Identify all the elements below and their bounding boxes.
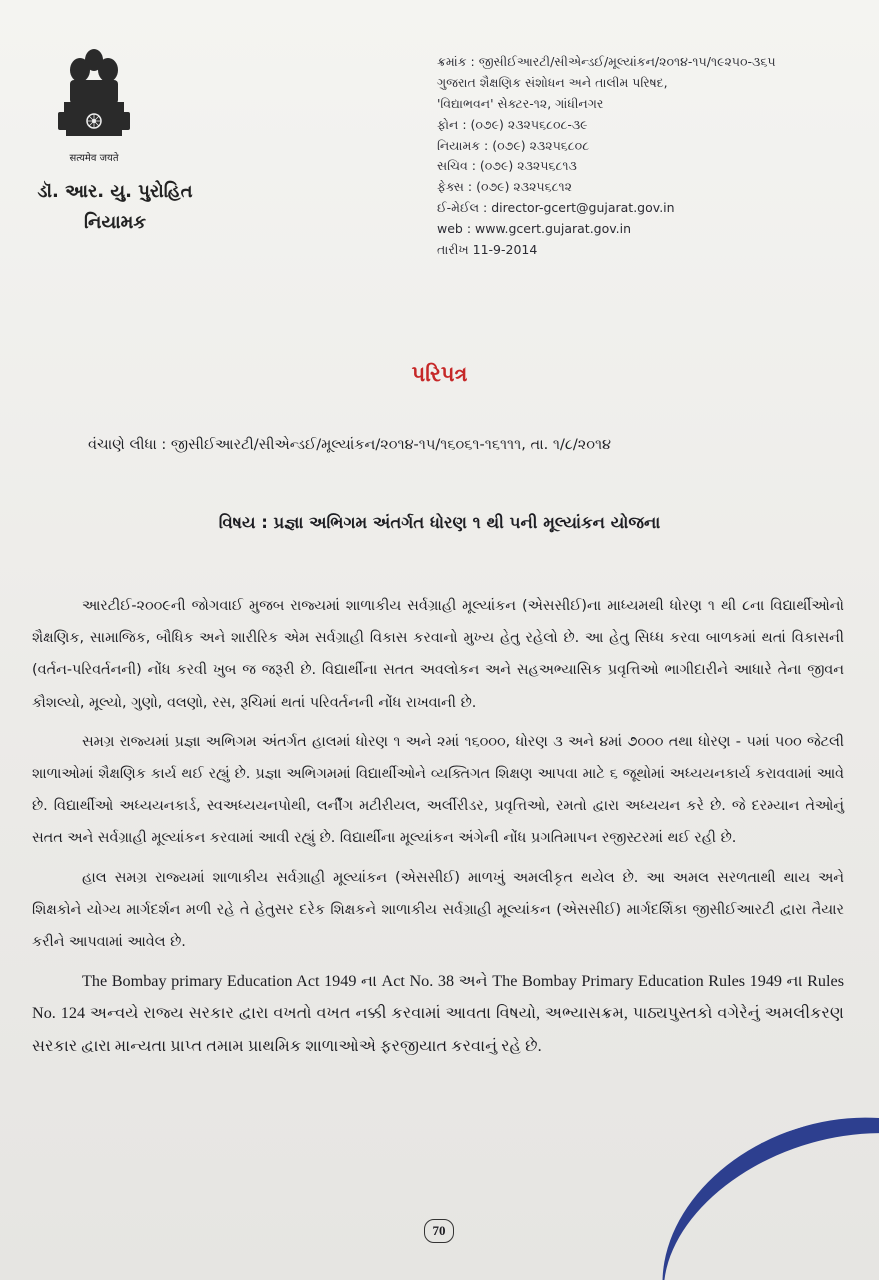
website-address: web : www.gcert.gujarat.gov.in xyxy=(437,221,632,237)
paragraph: આરટીઈ-૨૦૦૯ની જોગવાઈ મુજબ રાજ્યમાં શાળાકીય સર્વગ્રાહી મૂલ્યાંકન (એસસીઈ)ના માધ્યમથી ધોરણ ૧ થી ૮ના વિદ્યાર્થીઓનો શૈક્ષણિક, સામાજિક, બૌધિક અને શારીરિક એમ સર્વગ્રાહી વિકાસ કરવાનો મુખ્ય હેતુ રહેલો છે. આ હેતુ સિધ્ધ કરવા બાળકમાં થતાં વિકાસની (વર્તન-પરિવર્તનની) નોંધ કરવી ખુબ જ જરૂરી છે. વિદ્યાર્થીના સતત અવલોકન અને સહઅભ્યાસિક પ્રવૃત્તિઓ ભાગીદારીને આધારે તેના જીવન કૌશલ્યો, મૂલ્યો, ગુણો, વલણો, રસ, રૂચિમાં થતાં પરિવર્તનની નોંધ રાખવાની છે. xyxy=(32,598,844,711)
organization-address: 'વિદ્યાભવન' સેક્ટર-૧૨, ગાંધીનગર xyxy=(437,95,604,111)
officer-designation: નિયામક xyxy=(83,212,147,233)
page-number: 70 xyxy=(424,1219,454,1243)
officer-block xyxy=(20,176,210,238)
emblem-motto: सत्यमेव जयते xyxy=(69,153,119,164)
circular-body xyxy=(32,590,844,1069)
email-address: ઈ-મેઈલ : director-gcert@gujarat.gov.in xyxy=(437,200,675,216)
fax-number: ફેક્સ : (૦૭૯) ૨૩૨૫૬૮૧૨ xyxy=(437,179,572,195)
letterhead-details xyxy=(437,52,857,261)
reference-number: ક્રમાંક : જીસીઈઆરટી/સીએન્ડઈ/મૂલ્યાંકન/૨૦૧૪-૧૫/૧૯૨૫૦-૩૬૫ xyxy=(437,54,776,69)
officer-name: ડૉ. આર. યુ. પુરોહિત xyxy=(37,181,193,202)
organization-name: ગુજરાત શૈક્ષણિક સંશોધન અને તાલીમ પરિષદ, xyxy=(437,74,668,90)
issue-date: તારીખ 11-9-2014 xyxy=(437,242,538,258)
paragraph: સમગ્ર રાજ્યમાં પ્રજ્ઞા અભિગમ અંતર્ગત હાલમાં ધોરણ ૧ અને ૨માં ૧૬૦૦૦, ધોરણ ૩ અને ૪માં ૭૦૦૦ તથા ધોરણ - ૫માં ૫૦૦ જેટલી શાળાઓમાં શૈક્ષણિક કાર્ય થઈ રહ્યું છે. પ્રજ્ઞા અભિગમમાં વિદ્યાર્થીઓને વ્યક્તિગત શિક્ષણ આપવા માટે ૬ જૂથોમાં અધ્યયનકાર્ય કરાવવામાં આવે છે. વિદ્યાર્થીઓ અધ્યયનકાર્ડ, સ્વઅધ્યયનપોથી, લર્નીંગ મટીરીયલ, અર્લીરીડર, પ્રવૃત્તિઓ, રમતો દ્વારા અધ્યયન કરે છે. જે દરમ્યાન તેઓનું સતત અને સર્વગ્રાહી મૂલ્યાંકન કરવામાં આવી રહ્યું છે. વિદ્યાર્થીના મૂલ્યાંકન અંગેની નોંધ પ્રગતિમાપન રજીસ્ટરમાં થઈ રહી છે. xyxy=(32,733,844,847)
national-emblem-icon xyxy=(52,40,136,150)
circular-title: પરિપત્ર xyxy=(411,362,468,386)
subject-line: વિષય : પ્રજ્ઞા અભિગમ અંતર્ગત ધોરણ ૧ થી ૫ની મૂલ્યાંકન યોજના xyxy=(218,513,661,532)
director-phone: નિયામક : (૦૭૯) ૨૩૨૫૬૮૦૮ xyxy=(437,137,590,153)
paragraph: હાલ સમગ્ર રાજ્યમાં શાળાકીય સર્વગ્રાહી મૂલ્યાંકન (એસસીઈ) માળખું અમલીકૃત થયેલ છે. આ અમલ સરળતાથી થાય અને શિક્ષકોને યોગ્ય માર્ગદર્શન મળી રહે તે હેતુસર દરેક શિક્ષકને શાળાકીય સર્વગ્રાહી મૂલ્યાંકન (એસસીઈ) માર્ગદર્શિકા જીસીઈઆરટી દ્વારા તૈયાર કરીને આપવામાં આવેલ છે. xyxy=(32,869,844,951)
paragraph: The Bombay primary Education Act 1949 ના Act No. 38 અને The Bombay Primary Education Rules 1949 ના Rules No. 124 અન્વયે રાજ્ય સરકાર દ્વારા વખતો વખત નક્કી કરવામાં આવતા વિષયો, અભ્યાસક્રમ, પાઠ્યપુસ્તકો વગેરેનું અમલીકરણ સરકાર દ્વારા માન્યતા પ્રાપ્ત તમામ પ્રાથમિક શાળાઓએ ફરજીયાત કરવાનું રહે છે. xyxy=(32,972,844,1055)
reference-line: વંચાણે લીધા : જીસીઈઆરટી/સીએન્ડઈ/મૂલ્યાંકન/૨૦૧૪-૧૫/૧૬૦૬૧-૧૬૧૧૧, તા. ૧/૮/૨૦૧૪ xyxy=(88,437,612,453)
phone-number: ફોન : (૦૭૯) ૨૩૨૫૬૮૦૮-૩૯ xyxy=(437,116,588,132)
secretary-phone: સચિવ : (૦૭૯) ૨૩૨૫૬૮૧૩ xyxy=(437,158,577,174)
